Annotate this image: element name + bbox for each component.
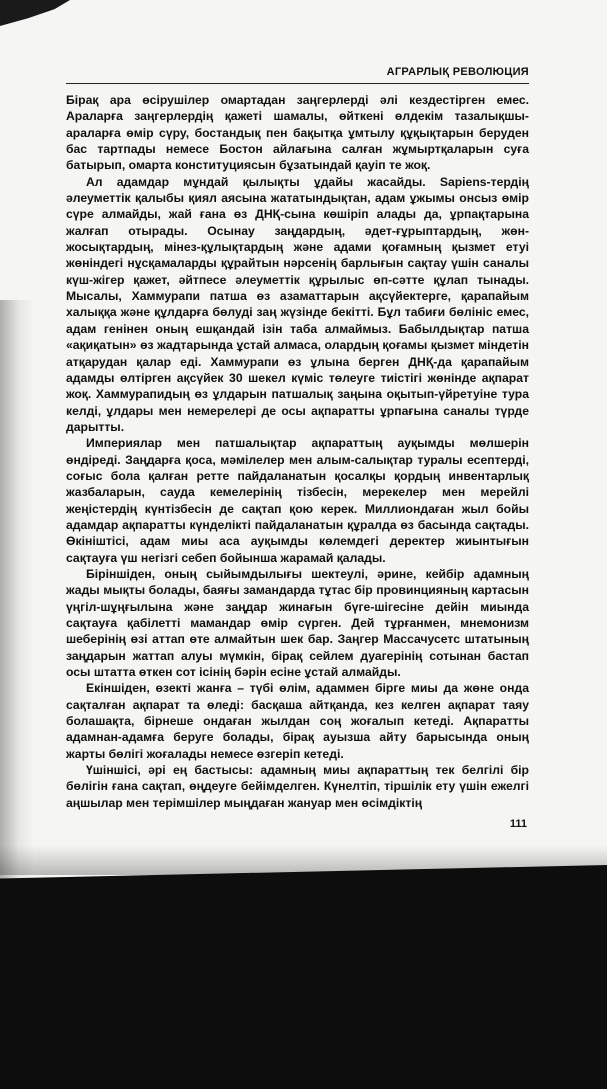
paragraph-6: Үшіншісі, әрі ең бастысы: адамның миы ақпараттың тек белгілі бір бөлігін ғана сақтап, өңдеуге бейімделген. Күнелтіп, тіршілік ету үшін ежелгі аңшылар мен терімшілер мыңдаған жануар мен өсімдіктің	[66, 763, 529, 810]
running-header-title: АГРАРЛЫҚ РЕВОЛЮЦИЯ	[386, 66, 529, 78]
paragraph-3: Империялар мен патшалықтар ақпараттың ауқымды мөлшерін өндіреді. Заңдарға қоса, мәмілелер мен алым-салықтар туралы есептерді, соғыс бола қалған ретте пайдаланатын қосалқы қордың инвентарлық жазбаларын, сауда кемелерінің тізбесін, мерекелер мен мерейлі жеңістердің күнтізбесін де сақтап қою керек. Миллиондаған жыл бойы адамдар ақпаратты күнделікті пайдаланатын құралда өз басында сақтады. Өкініштісі, адам миы аса ауқымды көлемдегі деректер жиынтығын сақтауға үш негізгі себеп бойынша жарамай қалады.	[66, 436, 529, 565]
paragraph-5: Екіншіден, өзекті жанға – түбі өлім, адаммен бірге миы да жөне онда сақталған ақпарат та өледі: басқаша айтқанда, кез келген ақпарат таяу болашақта, бірнеше ондаған жылдан соң жоғалып кетеді. Ақпаратты адамнан-адамға беруге болады, бірақ ауызша айту барысында оның жарты бөлігі жоғалады немесе өзгеріп кетеді.	[66, 681, 529, 761]
scan-bottom-band	[0, 865, 607, 1089]
paragraph-2: Ал адамдар мұндай қылықты ұдайы жасайды. Sapiens-тердің әлеуметтік қалыбы қиял аясына жататындықтан, адам ұжымы онсыз өмір сүре алмайды, жай ғана өз ДНҚ-сына көшіріп алады да, ұрпақтарына жалғап отырады. Осынау заңдардың, әдет-ғұрыптардың, жөн-жосықтардың, мінез-құлықтардың және адами қоғамның қызмет етуі жөніндегі нұсқамаларды құрайтын нәрсенің барлығын сақтау үшін саналы күш-жігер қажет, әйтпесе әлеуметтік құрылыс өп-сәтте құлап тынады. Мысалы, Хаммурапи патша өз азаматтарын ақсүйектерге, қарапайым халыққа және құлдарға бөлуді заң жүзінде бекітті. Бұл табиғи бөлініс емес, адам генінен оның ешқандай ізін таба алмаймыз. Бабылдықтар патша «ақиқатын» өз жадтарында ұстай алмаса, олардың қоғамы қызмет міндетін атқарудан қалар еді. Хаммурапи өз ұлына берген ДНҚ-да қарапайым адамды өлтірген ақсүйек 30 шекел күміс төлеуге тиістігі жөнінде ақпарат жоқ. Хаммурапидың өз ұлдарын патшалық заңына оқытып-үйретуіне тура келді, ұлдары мен немерелері де осы ақпаратты ұрпағына саналы түрде дарытты.	[66, 174, 529, 434]
paragraph-1: Бірақ ара өсірушілер омартадан заңгерлерді әлі кездестірген емес. Араларға заңгерлердің қажеті шамалы, өйткені өлдекім тазалықшы-араларға өмір сүру, бостандық пен бақытқа ұмтылу құқықтарын беруден бас тартпады немесе Бостон айлағына салған жұмыртқаларын суға батырып, омарта конституциясын бұзатындай қауіп те жоқ.	[66, 93, 529, 173]
header-rule	[66, 83, 529, 84]
scan-left-shadow	[0, 300, 34, 900]
paragraph-4: Біріншіден, оның сыйымдылығы шектеулі, әрине, кейбір адамның жады мықты болады, баяғы замандарда тұтас бір провинцияның картасын үңгіл-шұңғылына және заңдар жинағын бүге-шігесіне дейін миында сақтауға қабілетті мамандар өмір сүрген. Дей тұрғанмен, мнемонизм шеберінің өзі аттап өте алмайтын шек бар. Заңгер Массачусетс штатының заңдарын жаттап алуы мүмкін, бірақ сейлем дуагерінің сотынан бастап осы штатта өткен сот ісінің бәрін есіне ұстай алмайды.	[66, 566, 529, 680]
page-number: 111	[509, 818, 527, 830]
scan-corner-blot	[0, 0, 70, 26]
page-body-text	[66, 92, 529, 811]
